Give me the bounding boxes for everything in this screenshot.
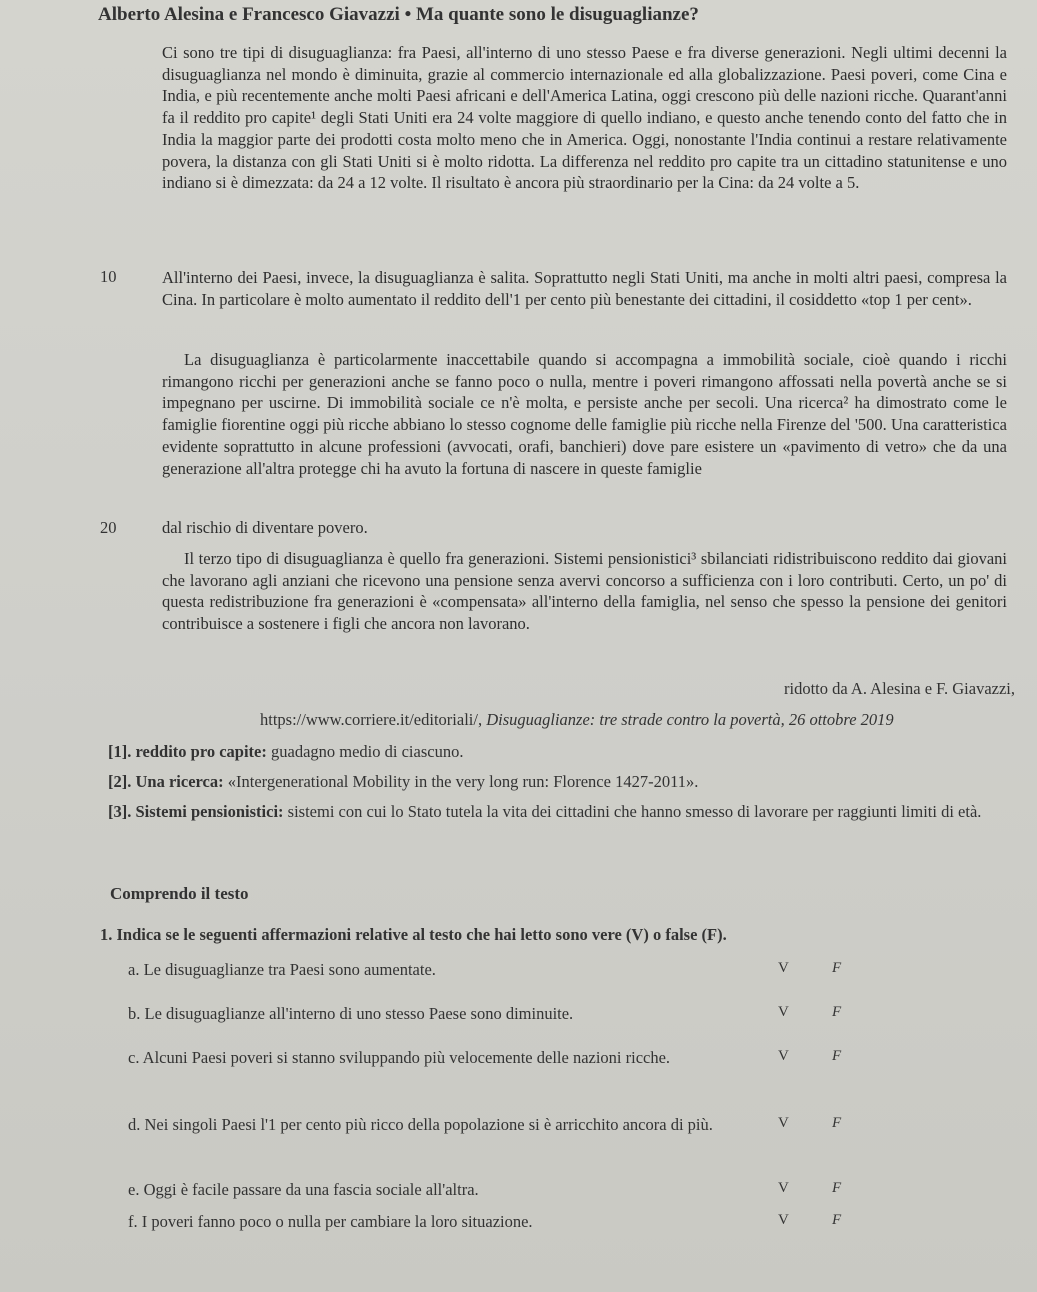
footnote-ref: [1]. reddito pro capite: — [108, 742, 267, 761]
source-date: 26 ottobre 2019 — [788, 710, 894, 729]
line-number-20: 20 — [100, 518, 117, 537]
source-attribution: ridotto da A. Alesina e F. Giavazzi, — [784, 679, 1015, 698]
statement-b: b. Le disuguaglianze all'interno di uno stesso Paese sono diminuite. — [128, 1004, 574, 1023]
statement-f: f. I poveri fanno poco o nulla per cambiare la loro situazione. — [128, 1212, 533, 1231]
paragraph-2: All'interno dei Paesi, invece, la disuguaglianza è salita. Soprattutto negli Stati Uniti, ma anche in molti altri paesi, compresa la Cina. In particolare è molto aumentato il reddito dell'1 per cento più benestante dei cittadini, il cosiddetto «top 1 per cent». — [162, 268, 1007, 309]
false-option-a[interactable]: F — [832, 960, 842, 976]
true-option-c[interactable]: V — [778, 1048, 789, 1064]
section-title: Comprendo il testo — [110, 884, 249, 903]
footnote-text: guadagno medio di ciascuno. — [271, 742, 464, 761]
statement-e: e. Oggi è facile passare da una fascia sociale all'altra. — [128, 1180, 479, 1199]
footnote-text: sistemi con cui lo Stato tutela la vita dei cittadini che hanno smesso di lavorare per raggiunti limiti di età. — [287, 802, 982, 821]
true-option-b[interactable]: V — [778, 1004, 789, 1020]
statement-a: a. Le disuguaglianze tra Paesi sono aumentate. — [128, 960, 436, 979]
footnote-text: «Intergenerational Mobility in the very long run: Florence 1427-2011». — [227, 772, 699, 791]
page-title: Alberto Alesina e Francesco Giavazzi • Ma quante sono le disuguaglianze? — [98, 4, 699, 25]
false-option-d[interactable]: F — [832, 1115, 842, 1131]
statement-c: c. Alcuni Paesi poveri si stanno sviluppando più velocemente delle nazioni ricche. — [128, 1048, 671, 1067]
footnote-ref: [2]. Una ricerca: — [108, 772, 224, 791]
paragraph-4: Il terzo tipo di disuguaglianza è quello fra generazioni. Sistemi pensionistici³ sbilanciati ridistribuiscono reddito dai giovani che lavorano agli anziani che ricevono una pensione senza avervi concorso a sufficienza con i loro contributi. Certo, un po' di questa redistribuzione fra generazioni è «compensata» all'interno della famiglia, nel senso che spesso la pensione dei genitori contribuisce a sostenere i figli che ancora non lavorano. — [162, 549, 1007, 634]
true-option-e[interactable]: V — [778, 1180, 789, 1196]
source-article-title: Disuguaglianze: tre strade contro la povertà, — [486, 710, 785, 729]
true-option-a[interactable]: V — [778, 960, 789, 976]
footnote-ref: [3]. Sistemi pensionistici: — [108, 802, 284, 821]
true-option-d[interactable]: V — [778, 1115, 789, 1131]
source-url: https://www.corriere.it/editoriali/, — [260, 710, 483, 729]
false-option-e[interactable]: F — [832, 1180, 842, 1196]
false-option-c[interactable]: F — [832, 1048, 842, 1064]
false-option-b[interactable]: F — [832, 1004, 842, 1020]
source-reference — [260, 710, 894, 730]
paragraph-1: Ci sono tre tipi di disuguaglianza: fra Paesi, all'interno di uno stesso Paese e fra diverse generazioni. Negli ultimi decenni la disuguaglianza nel mondo è diminuita, grazie al commercio internazionale ed alla globalizzazione. Paesi poveri, come Cina e India, e più recentemente anche molti Paesi africani e dell'America Latina, oggi crescono più delle nazioni ricche. Quarant'anni fa il reddito pro capite¹ degli Stati Uniti era 24 volte maggiore di quello indiano, e questo anche tenendo conto del fatto che in India la maggior parte dei prodotti costa molto meno che in America. Oggi, nonostante l'India continui a restare relativamente povera, la distanza con gli Stati Uniti si è molto ridotta. La differenza nel reddito pro capite tra un cittadino statunitense e uno indiano si è dimezzata: da 24 a 12 volte. Il risultato è ancora più straordinario per la Cina: da 24 volte a 5. — [162, 43, 1007, 193]
line-number-10: 10 — [100, 267, 117, 286]
footnote-3 — [108, 801, 1008, 823]
footnote-1 — [108, 741, 1008, 763]
paragraph-3-last-line: dal rischio di diventare povero. — [162, 518, 368, 537]
paragraph-3: La disuguaglianza è particolarmente inaccettabile quando si accompagna a immobilità sociale, cioè quando i ricchi rimangono ricchi per generazioni anche se fanno poco o nulla, mentre i poveri rimangono affossati nella povertà anche se si impegnano per uscirne. Di immobilità sociale ce n'è molta, e persiste anche per secoli. Una ricerca² ha dimostrato come le famiglie fiorentine oggi più ricche abbiano lo stesso cognome delle famiglie più ricche nella Firenze del '500. Una caratteristica evidente soprattutto in alcune professioni (avvocati, orafi, banchieri) dove pare esistere un «pavimento di vetro» che da una generazione all'altra protegge chi ha avuto la fortuna di nascere in queste famiglie — [162, 350, 1007, 478]
false-option-f[interactable]: F — [832, 1212, 842, 1228]
statement-d: d. Nei singoli Paesi l'1 per cento più ricco della popolazione si è arricchito ancora di più. — [128, 1115, 713, 1134]
true-option-f[interactable]: V — [778, 1212, 789, 1228]
exercise-question: 1. Indica se le seguenti affermazioni relative al testo che hai letto sono vere (V) o false (F). — [100, 925, 727, 944]
footnote-2 — [108, 771, 1008, 793]
